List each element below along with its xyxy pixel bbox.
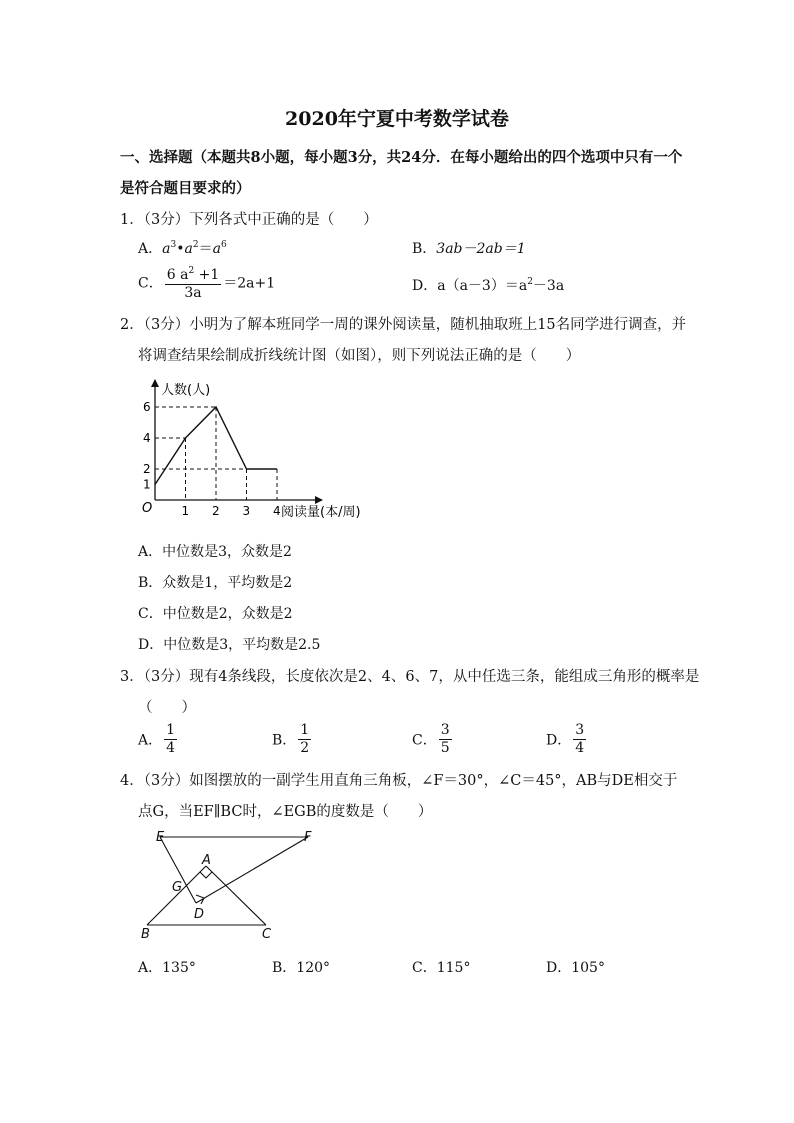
q3-stem: 3．（3分）现有4条线段，长度依次是2、4、6、7，从中任选三条，能组成三角形的概率是 bbox=[120, 669, 700, 685]
q4-option-c: C．115° bbox=[412, 960, 471, 976]
label-g: G bbox=[172, 880, 183, 895]
q1-stem: 1．（3分）下列各式中正确的是（ ） bbox=[120, 212, 378, 228]
y-tick-label: 6 bbox=[143, 400, 151, 414]
q2-option-c: C．中位数是2，众数是2 bbox=[138, 606, 293, 622]
q3-option-d: D． $\frac{3}{4}$ bbox=[546, 722, 585, 756]
x-tick-label: 2 bbox=[212, 504, 220, 518]
label-d: D bbox=[194, 907, 205, 922]
q2-option-b: B．众数是1，平均数是2 bbox=[138, 575, 293, 591]
q1-option-c-fraction: $\frac{6 a^2 +1}{3a}$ bbox=[165, 263, 222, 302]
y-tick-label: 1 bbox=[143, 477, 151, 492]
triangle-ruler-figure bbox=[138, 826, 328, 946]
q4-option-b: B．120° bbox=[272, 960, 331, 976]
q4-option-a: A．135° bbox=[138, 960, 196, 976]
reading-line-chart bbox=[138, 376, 388, 526]
label-e: E bbox=[156, 830, 165, 845]
segment-ac bbox=[206, 866, 266, 925]
x-axis-label: 阅读量(本/周) bbox=[281, 505, 361, 520]
label-a: A bbox=[202, 853, 211, 868]
q1-option-b: B．3ab－2ab＝1 bbox=[412, 241, 526, 257]
q4-option-d: D．105° bbox=[546, 960, 605, 976]
x-tick-label: 1 bbox=[181, 504, 190, 518]
label-c: C bbox=[262, 927, 272, 942]
section-heading-line2: 是符合题目要求的） bbox=[120, 180, 251, 197]
q3-option-c: C． $\frac{3}{5}$ bbox=[412, 722, 450, 756]
y-tick-label: 2 bbox=[143, 462, 151, 476]
page-title: 2020年宁夏中考数学试卷 bbox=[285, 108, 509, 130]
x-tick-label: 4 bbox=[273, 504, 281, 518]
q1-option-d: D．$a(a-3)=a^2-3a$ bbox=[412, 277, 565, 294]
label-b: B bbox=[141, 927, 150, 942]
right-angle-mark-a bbox=[200, 872, 212, 878]
y-axis-label: 人数(人) bbox=[161, 383, 211, 398]
q2-option-a: A．中位数是3，众数是2 bbox=[138, 544, 292, 560]
origin-label: O bbox=[142, 501, 153, 516]
q3-option-a: A． $\frac{1}{4}$ bbox=[138, 722, 176, 756]
q1-option-c: C． $\frac{6 a^2 +1}{3a}$ ＝2a+1 bbox=[138, 263, 275, 302]
x-tick-label: 3 bbox=[242, 504, 251, 518]
q4-stem-line1: 4．（3分）如图摆放的一副学生用直角三角板，∠F＝30°，∠C＝45°，AB与DE相交于 bbox=[120, 773, 678, 789]
q1-option-a: A．$a^3•a^2=a^6$ bbox=[138, 240, 227, 257]
q2-stem-line2: 将调查结果绘制成折线统计图（如图），则下列说法正确的是（ ） bbox=[138, 348, 581, 364]
q2-stem-line1: 2．（3分）小明为了解本班同学一周的课外阅读量，随机抽取班上15名同学进行调查，并 bbox=[120, 317, 687, 333]
q3-paren: （ ） bbox=[138, 700, 196, 716]
q3-option-b: B． $\frac{1}{2}$ bbox=[272, 722, 310, 756]
label-f: F bbox=[304, 830, 312, 845]
q2-option-d: D．中位数是3，平均数是2.5 bbox=[138, 637, 321, 653]
q4-stem-line2: 点G，当EF∥BC时，∠EGB的度数是（ ） bbox=[138, 804, 433, 820]
y-tick-label: 4 bbox=[143, 431, 151, 445]
segment-df bbox=[196, 837, 308, 903]
section-heading-line1: 一、选择题（本题共8小题，每小题3分，共24分．在每小题给出的四个选项中只有一个 bbox=[120, 149, 683, 166]
